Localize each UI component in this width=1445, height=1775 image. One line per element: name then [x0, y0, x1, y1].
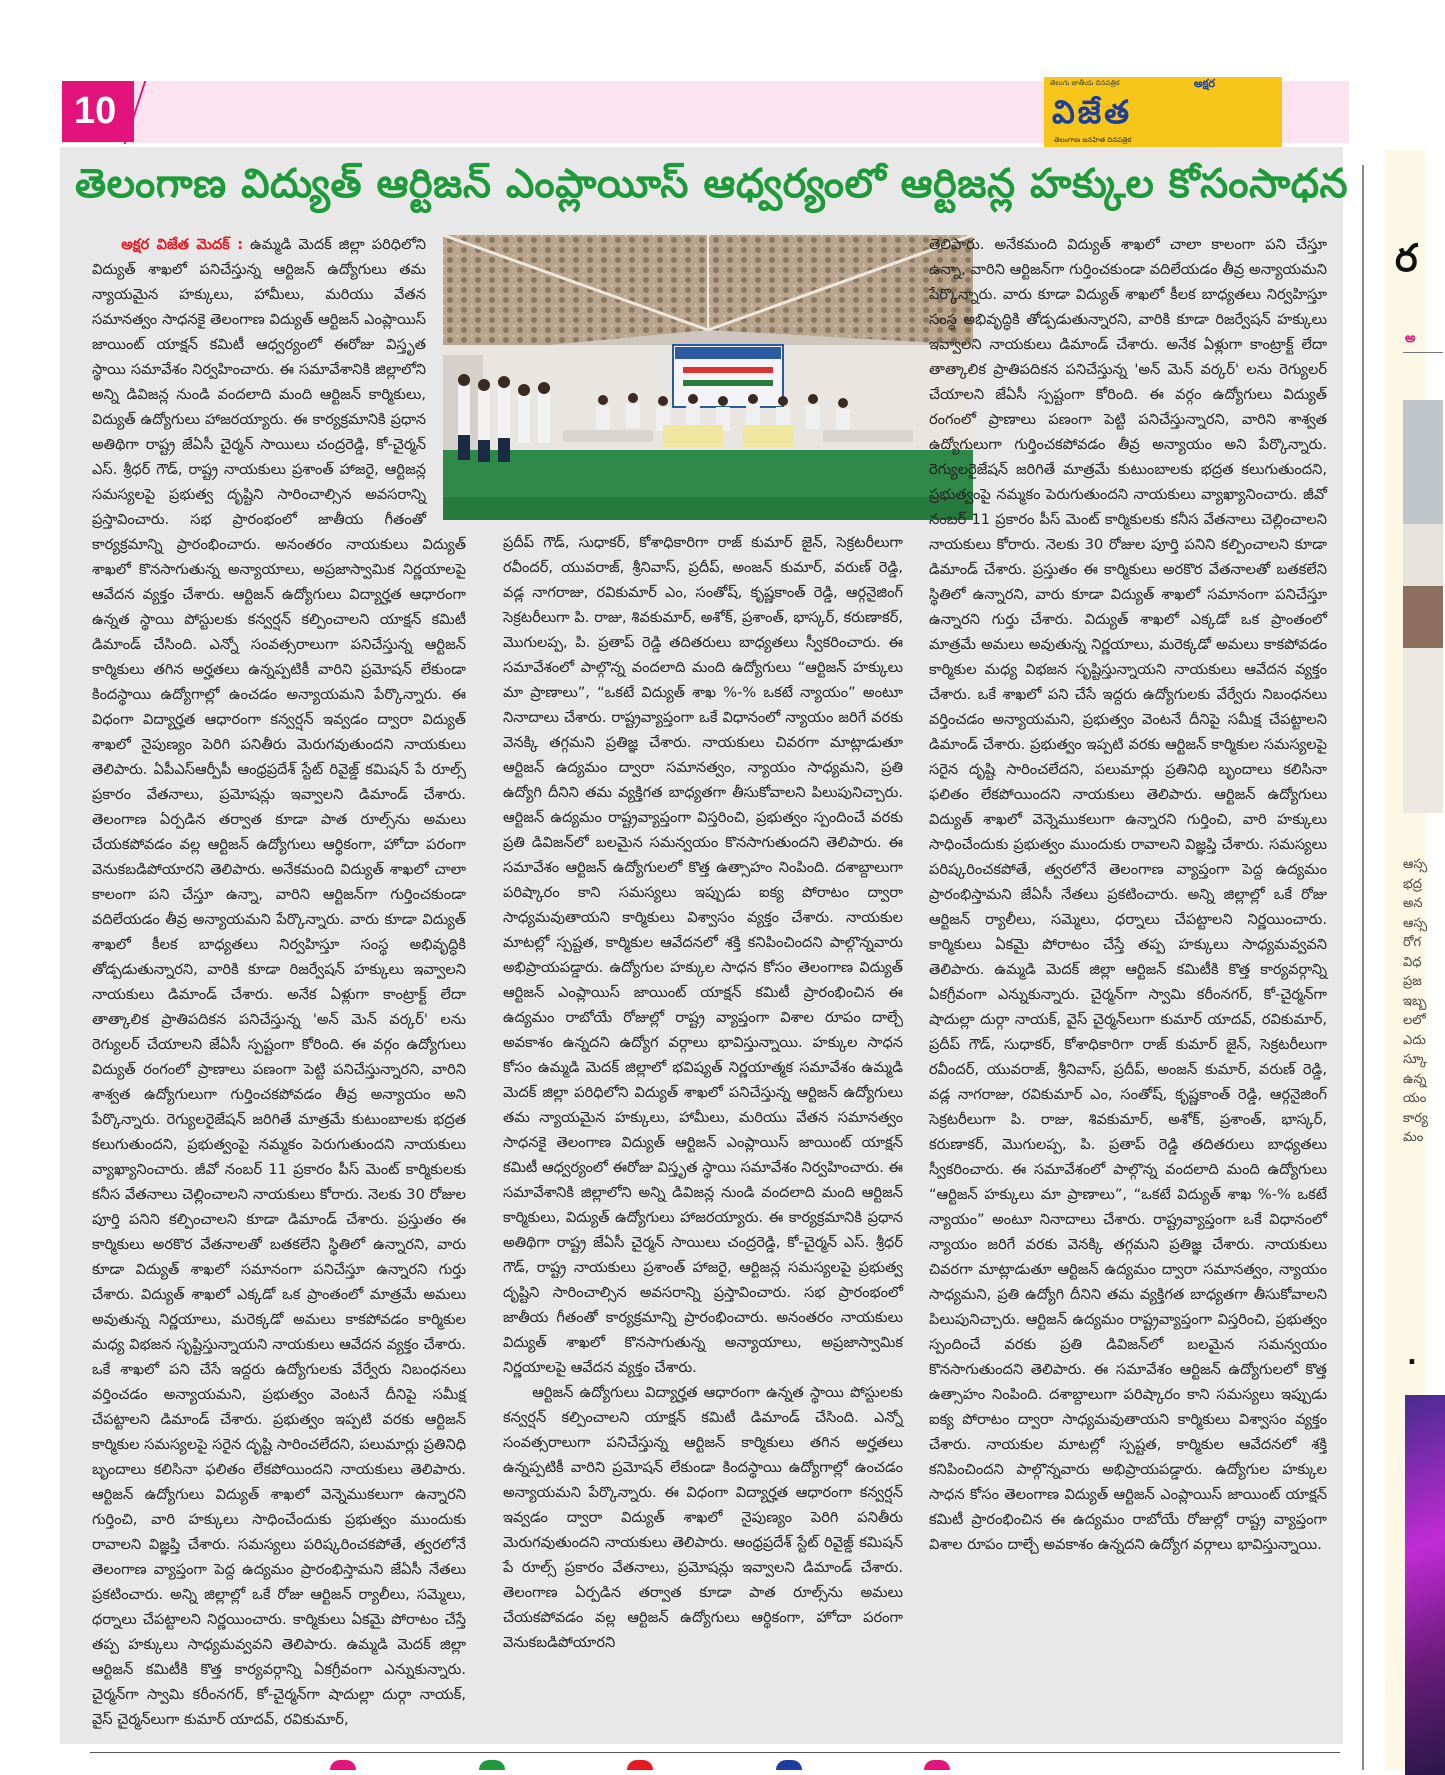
adjacent-page-fragment — [1385, 150, 1428, 1770]
photo-wrap-spacer — [426, 232, 466, 522]
article-paragraph — [92, 232, 466, 1732]
logo-brand-prefix: అక్షర — [1194, 77, 1216, 90]
article-dateline: అక్షర విజేత మెదక్ : — [121, 236, 244, 253]
text-line: విధ — [1403, 954, 1422, 970]
text-line: రోగ — [1403, 935, 1422, 950]
meeting-hall-photo — [443, 235, 973, 520]
adjacent-photo — [1403, 400, 1443, 813]
page-number: 10 — [62, 81, 134, 142]
text-line: అన — [1403, 896, 1423, 911]
article-headline: తెలంగాణ విద్యుత్ ఆర్టిజన్ ఎంప్లాయీస్ ఆధ్వర్యంలో ఆర్టిజన్ల హక్కుల కోసంసాధన — [75, 161, 1349, 207]
text-line: లలో — [1403, 1013, 1426, 1028]
color-mark — [479, 1760, 505, 1770]
color-mark — [627, 1760, 653, 1770]
article-paragraph: ఆర్టిజన్ ఉద్యోగులు విద్యార్హత ఆధారంగా ఉన్నత స్థాయి పోస్టులకు కన్వర్షన్ కల్పించాలని యాక్షన్ కమిటీ డిమాండ్ చేసింది. ఎన్నో సంవత్సరాలుగా పనిచేస్తున్న ఆర్టిజన్ కార్మికులు తగిన అర్హతలు ఉన్నప్పటికీ వారిని ప్రమోషన్ లేకుండా కిందస్థాయి ఉద్యోగాల్లో ఉంచడం అన్యాయమని పేర్కొన్నారు. ఈ విధంగా విద్యార్హత ఆధారంగా కన్వర్షన్ ఇవ్వడం ద్వారా విద్యుత్ శాఖలో నైపుణ్యం పెరిగి పనితీరు మెరుగవుతుందని నాయకులు తెలిపారు. ఆంధ్రప్రదేశ్ స్టేట్ రివైజ్డ్ కమిషన్ పే రూల్స్ ప్రకారం వేతనాలు, ప్రమోషన్లు ఇవ్వాలని డిమాండ్ చేశారు. తెలంగాణ ఏర్పడిన తర్వాత కూడా పాత రూల్స్‌ను అమలు చేయకపోవడం వల్ల ఆర్టిజన్ ఉద్యోగులు ఆర్థికంగా, హోదా పరంగా వెనుకబడిపోయారని — [503, 1384, 903, 1651]
text-line: స్కూ — [1403, 1052, 1427, 1067]
text-line: యం — [1403, 1091, 1427, 1106]
article-column-1 — [92, 232, 466, 1742]
text-line: ఉన్న — [1403, 1071, 1427, 1087]
text-line: ఆస్స — [1403, 857, 1428, 872]
text-line: కార్య — [1403, 1110, 1428, 1126]
column-divider — [1362, 165, 1364, 1770]
article-paragraph: ప్రదీప్ గౌడ్, సుధాకర్, కోశాధికారిగా రాజ్ కుమార్ జైన్, సెక్రటరీలుగా రవీందర్, యువరాజ్, శ్రీనివాస్, ప్రదీప్, అంజన్ కుమార్, వరుణ్ రెడ్డి, వడ్ల నాగరాజు, రవికుమార్ ఎం, సంతోష్, కృష్ణకాంత్ రెడ్డి, ఆర్గనైజింగ్ సెక్రటరీలుగా పి. రాజు, శివకుమార్, అశోక్, ప్రశాంత్, భాస్కర్, కరుణాకర్, మొగులప్ప, పి. ప్రతాప్ రెడ్డి తదితరులు బాధ్యతలు స్వీకరించారు. ఈ సమావేశంలో పాల్గొన్న వందలాది మంది ఉద్యోగులు “ఆర్టిజన్ హక్కులు మా ప్రాణాలు”, “ఒకటే విద్యుత్ శాఖ %-% ఒకటే న్యాయం” అంటూ నినాదాలు చేశారు. రాష్ట్రవ్యాప్తంగా ఒకే విధానంలో న్యాయం జరిగే వరకు వెనక్కి తగ్గమని ప్రతిజ్ఞ చేశారు. నాయకులు చివరగా మాట్లాడుతూ ఆర్టిజన్ ఉద్యమం ద్వారా సమానత్వం, న్యాయం సాధ్యమని, ప్రతి ఉద్యోగి దీనిని తమ వ్యక్తిగత బాధ్యతగా తీసుకోవాలని పిలుపునిచ్చారు. ఆర్టిజన్ ఉద్యమం రాష్ట్రవ్యాప్తంగా విస్తరించి, ప్రభుత్వం స్పందించే వరకు ప్రతి డివిజన్‌లో బలమైన సమన్వయం కొనసాగుతుందని తెలిపారు. ఈ సమావేశం ఆర్టిజన్ ఉద్యోగులలో కొత్త ఉత్సాహం నింపింది. దశాబ్దాలుగా పరిష్కారం కాని సమస్యలు ఇప్పుడు ఐక్య పోరాటం ద్వారా సాధ్యమవుతాయని కార్మికులు విశ్వాసం వ్యక్తం చేశారు. నాయకుల మాటల్లో స్పష్టత, కార్మికుల ఆవేదనలో శక్తి కనిపించిందని పాల్గొన్నవారు అభిప్రాయపడ్డారు. ఉద్యోగుల హక్కుల సాధన కోసం తెలంగాణ విద్యుత్ ఆర్టిజన్ ఎంప్లాయిస్ జాయింట్ యాక్షన్ కమిటీ ప్రారంభించిన ఈ ఉద్యమం రాబోయే రోజుల్లో రాష్ట్ర వ్యాప్తంగా విశాల రూపం దాల్చే అవకాశం ఉన్నదని ఉద్యోగ వర్గాలు భావిస్తున్నాయి. హక్కుల సాధన కోసం ఉమ్మడి మెదక్ జిల్లాలో భవిష్యత్ నిర్ణయాత్మక సమావేశం ఉమ్మడి మెదక్ జిల్లా పరిధిలోని విద్యుత్ శాఖలో పనిచేస్తున్న ఆర్టిజన్ ఉద్యోగులు తమ న్యాయమైన హక్కులు, హామీలు, మరియు వేతన సమానత్వం సాధనకై తెలంగాణ విద్యుత్ ఆర్టిజన్ ఎంప్లాయిస్ జాయింట్ యాక్షన్ కమిటీ ఆధ్వర్యంలో ఈరోజు విస్తృత స్థాయి సమావేశం నిర్వహించారు. ఈ సమావేశానికి జిల్లాలోని అన్ని డివిజన్ల నుండి వందలాది మంది ఆర్టిజన్ కార్మికులు, విద్యుత్ ఉద్యోగులు హాజరయ్యారు. ఈ కార్యక్రమానికి ప్రధాన అతిథిగా రాష్ట్ర జేఏసీ చైర్మన్ సాయిలు చంద్రరెడ్డి, కో-చైర్మన్ ఎస్. శ్రీధర్ గౌడ్, రాష్ట్ర నాయకులు ప్రశాంత్ హాజరై, ఆర్టిజన్ల సమస్యలపై ప్రభుత్వ దృష్టిని సారించాల్సిన అవసరాన్ని ప్రస్తావించారు. సభ ప్రారంభంలో జాతీయ గీతంతో కార్యక్రమాన్ని ప్రారంభించారు. అనంతరం నాయకులు విద్యుత్ శాఖలో కొనసాగుతున్న అన్యాయాలు, అప్రజాస్వామిక నిర్ణయాలపై ఆవేదన వ్యక్తం చేశారు. — [503, 534, 903, 1376]
color-mark — [330, 1760, 356, 1770]
logo-tagline-top: తెలుగు జాతీయ దినపత్రిక — [1050, 79, 1120, 87]
article-paragraph: తెలిపారు. అనేకమంది విద్యుత్ శాఖలో చాలా కాలంగా పని చేస్తూ ఉన్నా, వారిని ఆర్టిజన్‌గా గుర్తించకుండా వదిలేయడం తీవ్ర అన్యాయమని పేర్కొన్నారు. వారు కూడా విద్యుత్ శాఖలో కీలక బాధ్యతలు నిర్వహిస్తూ సంస్థ అభివృద్ధికి తోడ్పడుతున్నారని, వారికి కూడా రిజర్వేషన్ హక్కులు ఇవ్వాలని నాయకులు డిమాండ్ చేశారు. అనేక ఏళ్లుగా కాంట్రాక్ట్ లేదా తాత్కాలిక ప్రాతిపదికన పనిచేస్తున్న 'అన్ మెన్ వర్కర్' లను రెగ్యులర్ చేయాలని జేఏసీ స్పష్టంగా కోరింది. ఈ వర్గం ఉద్యోగులు విద్యుత్ రంగంలో ప్రాణాలు పణంగా పెట్టి పనిచేస్తున్నారని, వారిని శాశ్వత ఉద్యోగులుగా గుర్తించకపోవడం తీవ్ర అన్యాయం అని పేర్కొన్నారు. రెగ్యులరైజేషన్ జరిగితే మాత్రమే కుటుంబాలకు భద్రత కలుగుతుందని, ప్రభుత్వంపై నమ్మకం పెరుగుతుందని నాయకులు వ్యాఖ్యానించారు. జీవో నంబర్ 11 ప్రకారం పీస్ మెంట్ కార్మికులకు కనీస వేతనాలు చెల్లించాలని నాయకులు కోరారు. నెలకు 30 రోజుల పూర్తి పనిని కల్పించాలని కూడా డిమాండ్ చేశారు. ప్రస్తుతం ఈ కార్మికులు అరకొర వేతనాలతో బతకలేని స్థితిలో ఉన్నారని, వారు కూడా విద్యుత్ శాఖలో సమానంగా పనిచేస్తూ ఉన్నారని గుర్తు చేశారు. విద్యుత్ శాఖలో ఎక్కడో ఒక ప్రాంతంలో మాత్రమే అమలు అవుతున్న నిర్ణయాలు, మరెక్కడో అమలు కాకపోవడం కార్మికుల మధ్య విభజన సృష్టిస్తున్నాయని నాయకులు ఆవేదన వ్యక్తం చేశారు. ఒకే శాఖలో పని చేసే ఇద్దరు ఉద్యోగులకు వేర్వేరు నిబంధనలు వర్తించడం అన్యాయమని, ప్రభుత్వం వెంటనే దీనిపై సమీక్ష చేపట్టాలని డిమాండ్ చేశారు. ప్రభుత్వం ఇప్పటి వరకు ఆర్టిజన్ కార్మికుల సమస్యలపై సరైన దృష్టి సారించలేదని, పలుమార్లు ప్రతినిధి బృందాలు కలిసినా ఫలితం లేకపోయిందని నాయకులు తెలిపారు. ఆర్టిజన్ ఉద్యోగులు విద్యుత్ శాఖలో వెన్నెముకలుగా ఉన్నారని గుర్తించి, వారి హక్కులు సాధించేందుకు ప్రభుత్వం ముందుకు రావాలని విజ్ఞప్తి చేశారు. సమస్యలు పరిష్కరించకపోతే, త్వరలోనే తెలంగాణ వ్యాప్తంగా పెద్ద ఉద్యమం ప్రారంభిస్తామని జేఏసీ నేతలు ప్రకటించారు. అన్ని జిల్లాల్లో ఒకే రోజు ఆర్టిజన్ ర్యాలీలు, సమ్మెలు, ధర్నాలు చేపట్టాలని నిర్ణయించారు. కార్మికులు ఏకమై పోరాటం చేస్తే తప్ప హక్కులు సాధ్యమవ్వవని తెలిపారు. ఉమ్మడి మెదక్ జిల్లా ఆర్టిజన్ కమిటీకి కొత్త కార్యవర్గాన్ని ఏకగ్రీవంగా ఎన్నుకున్నారు. చైర్మన్‌గా స్వామి కరీంనగర్, కో-చైర్మన్‌గా షాదుల్లా దుర్గా నాయక్, వైస్ చైర్మన్‌లుగా కుమార్ యాదవ్, రవికుమార్, ప్రదీప్ గౌడ్, సుధాకర్, కోశాధికారిగా రాజ్ కుమార్ జైన్, సెక్రటరీలుగా రవీందర్, యువరాజ్, శ్రీనివాస్, ప్రదీప్, అంజన్ కుమార్, వరుణ్ రెడ్డి, వడ్ల నాగరాజు, రవికుమార్ ఎం, సంతోష్, కృష్ణకాంత్ రెడ్డి, ఆర్గనైజింగ్ సెక్రటరీలుగా పి. రాజు, శివకుమార్, అశోక్, ప్రశాంత్, భాస్కర్, కరుణాకర్, మొగులప్ప, పి. ప్రతాప్ రెడ్డి తదితరులు బాధ్యతలు స్వీకరించారు. ఈ సమావేశంలో పాల్గొన్న వందలాది మంది ఉద్యోగులు “ఆర్టిజన్ హక్కులు మా ప్రాణాలు”, “ఒకటే విద్యుత్ శాఖ %-% ఒకటే న్యాయం” అంటూ నినాదాలు చేశారు. రాష్ట్రవ్యాప్తంగా ఒకే విధానంలో న్యాయం జరిగే వరకు వెనక్కి తగ్గమని ప్రతిజ్ఞ చేశారు. నాయకులు చివరగా మాట్లాడుతూ ఆర్టిజన్ ఉద్యమం ద్వారా సమానత్వం, న్యాయం సాధ్యమని, ప్రతి ఉద్యోగి దీనిని తమ వ్యక్తిగత బాధ్యతగా తీసుకోవాలని పిలుపునిచ్చారు. ఆర్టిజన్ ఉద్యమం రాష్ట్రవ్యాప్తంగా విస్తరించి, ప్రభుత్వం స్పందించే వరకు ప్రతి డివిజన్‌లో బలమైన సమన్వయం కొనసాగుతుందని తెలిపారు. ఈ సమావేశం ఆర్టిజన్ ఉద్యోగులలో కొత్త ఉత్సాహం నింపింది. దశాబ్దాలుగా పరిష్కారం కాని సమస్యలు ఇప్పుడు ఐక్య పోరాటం ద్వారా సాధ్యమవుతాయని కార్మికులు విశ్వాసం వ్యక్తం చేశారు. నాయకుల మాటల్లో స్పష్టత, కార్మికుల ఆవేదనలో శక్తి కనిపించిందని పాల్గొన్నవారు అభిప్రాయపడ్డారు. ఉద్యోగుల హక్కుల సాధన కోసం తెలంగాణ విద్యుత్ ఆర్టిజన్ ఎంప్లాయిస్ జాయింట్ యాక్షన్ కమిటీ ప్రారంభించిన ఈ ఉద్యమం రాబోయే రోజుల్లో రాష్ట్ర వ్యాప్తంగా విశాల రూపం దాల్చే అవకాశం ఉన్నదని ఉద్యోగ వర్గాలు భావిస్తున్నాయి. — [929, 236, 1327, 1553]
adjacent-byline: అ — [1405, 331, 1416, 346]
article-body-text: ఉమ్మడి మెదక్ జిల్లా పరిధిలోని విద్యుత్ శాఖలో పనిచేస్తున్న ఆర్టిజన్ ఉద్యోగులు తమ న్యాయమైన హక్కులు, హామీలు, మరియు వేతన సమానత్వం సాధనకై తెలంగాణ విద్యుత్ ఆర్టిజన్ ఎంప్లాయిస్ జాయింట్ యాక్షన్ కమిటీ ఆధ్వర్యంలో ఈరోజు విస్తృత స్థాయి సమావేశం నిర్వహించారు. ఈ సమావేశానికి జిల్లాలోని అన్ని డివిజన్ల నుండి వందలాది మంది ఆర్టిజన్ కార్మికులు, విద్యుత్ ఉద్యోగులు హాజరయ్యారు. ఈ కార్యక్రమానికి ప్రధాన అతిథిగా రాష్ట్ర జేఏసీ చైర్మన్ సాయిలు చంద్రరెడ్డి, కో-చైర్మన్ ఎస్. శ్రీధర్ గౌడ్, రాష్ట్ర నాయకులు ప్రశాంత్ హాజరై, ఆర్టిజన్ల సమస్యలపై ప్రభుత్వ దృష్టిని సారించాల్సిన అవసరాన్ని ప్రస్తావించారు. సభ ప్రారంభంలో జాతీయ గీతంతో కార్యక్రమాన్ని ప్రారంభించారు. అనంతరం నాయకులు విద్యుత్ శాఖలో కొనసాగుతున్న అన్యాయాలు, అప్రజాస్వామిక నిర్ణయాలపై ఆవేదన వ్యక్తం చేశారు. ఆర్టిజన్ ఉద్యోగులు విద్యార్హత ఆధారంగా ఉన్నత స్థాయి పోస్టులకు కన్వర్షన్ కల్పించాలని యాక్షన్ కమిటీ డిమాండ్ చేసింది. ఎన్నో సంవత్సరాలుగా పనిచేస్తున్న ఆర్టిజన్ కార్మికులు తగిన అర్హతలు ఉన్నప్పటికీ వారిని ప్రమోషన్ లేకుండా కిందస్థాయి ఉద్యోగాల్లో ఉంచడం అన్యాయమని పేర్కొన్నారు. ఈ విధంగా విద్యార్హత ఆధారంగా కన్వర్షన్ ఇవ్వడం ద్వారా విద్యుత్ శాఖలో నైపుణ్యం పెరిగి పనితీరు మెరుగవుతుందని నాయకులు తెలిపారు. ఏపీఎస్ఆర్పీపీ ఆంధ్రప్రదేశ్ స్టేట్ రివైజ్డ్ కమిషన్ పే రూల్స్ ప్రకారం వేతనాలు, ప్రమోషన్లు ఇవ్వాలని డిమాండ్ చేశారు. తెలంగాణ ఏర్పడిన తర్వాత కూడా పాత రూల్స్‌ను అమలు చేయకపోవడం వల్ల ఆర్టిజన్ ఉద్యోగులు ఆర్థికంగా, హోదా పరంగా వెనుకబడిపోయారని తెలిపారు. అనేకమంది విద్యుత్ శాఖలో చాలా కాలంగా పని చేస్తూ ఉన్నా, వారిని ఆర్టిజన్‌గా గుర్తించకుండా వదిలేయడం తీవ్ర అన్యాయమని పేర్కొన్నారు. వారు కూడా విద్యుత్ శాఖలో కీలక బాధ్యతలు నిర్వహిస్తూ సంస్థ అభివృద్ధికి తోడ్పడుతున్నారని, వారికి కూడా రిజర్వేషన్ హక్కులు ఇవ్వాలని నాయకులు డిమాండ్ చేశారు. అనేక ఏళ్లుగా కాంట్రాక్ట్ లేదా తాత్కాలిక ప్రాతిపదికన పనిచేస్తున్న 'అన్ మెన్ వర్కర్' లను రెగ్యులర్ చేయాలని జేఏసీ స్పష్టంగా కోరింది. ఈ వర్గం ఉద్యోగులు విద్యుత్ రంగంలో ప్రాణాలు పణంగా పెట్టి పనిచేస్తున్నారని, వారిని శాశ్వత ఉద్యోగులుగా గుర్తించకపోవడం తీవ్ర అన్యాయం అని పేర్కొన్నారు. రెగ్యులరైజేషన్ జరిగితే మాత్రమే కుటుంబాలకు భద్రత కలుగుతుందని, ప్రభుత్వంపై నమ్మకం పెరుగుతుందని నాయకులు వ్యాఖ్యానించారు. జీవో నంబర్ 11 ప్రకారం పీస్ మెంట్ కార్మికులకు కనీస వేతనాలు చెల్లించాలని నాయకులు కోరారు. నెలకు 30 రోజుల పూర్తి పనిని కల్పించాలని కూడా డిమాండ్ చేశారు. ప్రస్తుతం ఈ కార్మికులు అరకొర వేతనాలతో బతకలేని స్థితిలో ఉన్నారని, వారు కూడా విద్యుత్ శాఖలో సమానంగా పనిచేస్తూ ఉన్నారని గుర్తు చేశారు. విద్యుత్ శాఖలో ఎక్కడో ఒక ప్రాంతంలో మాత్రమే అమలు అవుతున్న నిర్ణయాలు, మరెక్కడో అమలు కాకపోవడం కార్మికుల మధ్య విభజన సృష్టిస్తున్నాయని నాయకులు ఆవేదన వ్యక్తం చేశారు. ఒకే శాఖలో పని చేసే ఇద్దరు ఉద్యోగులకు వేర్వేరు నిబంధనలు వర్తించడం అన్యాయమని, ప్రభుత్వం వెంటనే దీనిపై సమీక్ష చేపట్టాలని డిమాండ్ చేశారు. ప్రభుత్వం ఇప్పటి వరకు ఆర్టిజన్ కార్మికుల సమస్యలపై సరైన దృష్టి సారించలేదని, పలుమార్లు ప్రతినిధి బృందాలు కలిసినా ఫలితం లేకపోయిందని నాయకులు తెలిపారు. ఆర్టిజన్ ఉద్యోగులు విద్యుత్ శాఖలో వెన్నెముకలుగా ఉన్నారని గుర్తించి, వారి హక్కులు సాధించేందుకు ప్రభుత్వం ముందుకు రావాలని విజ్ఞప్తి చేశారు. సమస్యలు పరిష్కరించకపోతే, త్వరలోనే తెలంగాణ వ్యాప్తంగా పెద్ద ఉద్యమం ప్రారంభిస్తామని జేఏసీ నేతలు ప్రకటించారు. అన్ని జిల్లాల్లో ఒకే రోజు ఆర్టిజన్ ర్యాలీలు, సమ్మెలు, ధర్నాలు చేపట్టాలని నిర్ణయించారు. కార్మికులు ఏకమై పోరాటం చేస్తే తప్ప హక్కులు సాధ్యమవ్వవని తెలిపారు. ఉమ్మడి మెదక్ జిల్లా ఆర్టిజన్ కమిటీకి కొత్త కార్యవర్గాన్ని ఏకగ్రీవంగా ఎన్నుకున్నారు. చైర్మన్‌గా స్వామి కరీంనగర్, కో-చైర్మన్‌గా షాదుల్లా దుర్గా నాయక్, వైస్ చైర్మన్‌లుగా కుమార్ యాదవ్, రవికుమార్, — [92, 236, 466, 1728]
article-column-2 — [503, 530, 903, 1742]
color-mark — [776, 1760, 802, 1770]
adjacent-text — [1403, 855, 1428, 1148]
adjacent-headline-2: . — [1407, 1341, 1417, 1371]
newspaper-logo — [1044, 77, 1282, 147]
article-photo — [443, 235, 973, 520]
text-line: ఎదు — [1403, 1032, 1426, 1048]
logo-tagline-bottom: తెలంగాణ జనహిత దినపత్రిక — [1054, 136, 1132, 144]
text-line: భద్ర — [1403, 876, 1422, 892]
color-mark — [924, 1760, 950, 1770]
article-column-3 — [929, 232, 1327, 1742]
adjacent-headline: ర — [1395, 236, 1418, 280]
logo-brand: విజేత — [1052, 93, 1133, 131]
text-line: ప్రజ — [1403, 974, 1422, 989]
next-section-header-fragment — [330, 1760, 950, 1770]
text-line: ఆస్స — [1403, 915, 1428, 931]
adjacent-photo-2 — [1405, 1395, 1445, 1775]
text-line: మం — [1403, 1130, 1424, 1145]
adjacent-rule — [1403, 352, 1443, 353]
text-line: ఇబ్బ — [1403, 993, 1427, 1009]
page-bottom-rule — [90, 1752, 1340, 1753]
